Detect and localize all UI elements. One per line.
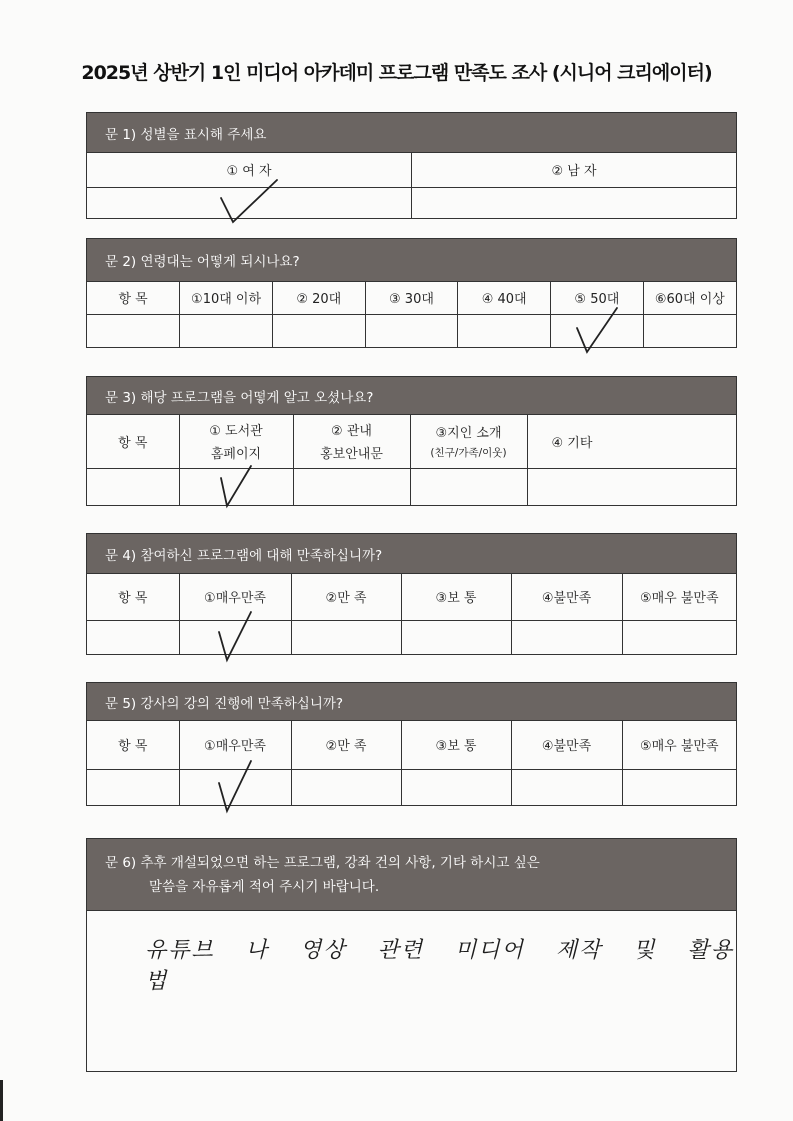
q3-answer-3[interactable] <box>410 468 527 505</box>
question-3-header: 문 3) 해당 프로그램을 어떻게 알고 오셨나요? <box>87 377 736 415</box>
q4-option-3: ③보 통 <box>401 574 511 620</box>
q2-option-5: ⑤ 50대 <box>551 282 644 314</box>
q3-answer-4[interactable] <box>527 468 736 505</box>
q2-answer-2[interactable] <box>272 314 365 347</box>
q5-option-2: ②만 족 <box>291 721 401 769</box>
q2-answer-label <box>87 314 180 347</box>
q2-answer-6[interactable] <box>643 314 736 347</box>
checkmark-icon <box>219 178 279 228</box>
question-4-header: 문 4) 참여하신 프로그램에 대해 만족하십니까? <box>87 534 736 574</box>
q5-answer-5[interactable] <box>622 769 736 805</box>
q5-answer-label <box>87 769 179 805</box>
q2-answer-4[interactable] <box>458 314 551 347</box>
question-5-header: 문 5) 강사의 강의 진행에 만족하십니까? <box>87 683 736 721</box>
q4-answer-1[interactable] <box>179 620 291 654</box>
question-1-header: 문 1) 성별을 표시해 주세요 <box>87 113 736 153</box>
q4-answer-label <box>87 620 179 654</box>
q6-answer-area[interactable] <box>87 911 736 1071</box>
q4-option-4: ④불만족 <box>511 574 622 620</box>
q1-option-male: ② 남 자 <box>412 153 737 187</box>
question-2-table <box>87 282 736 347</box>
q6-handwritten-answer: 유튜브 나 영상 관련 미디어 제작 및 활용법 <box>145 938 734 994</box>
q5-option-5: ⑤매우 불만족 <box>622 721 736 769</box>
q4-answer-4[interactable] <box>511 620 622 654</box>
q2-option-4: ④ 40대 <box>458 282 551 314</box>
q3-option-1: ① 도서관 홈페이지 <box>179 415 293 468</box>
checkmark-icon <box>217 610 253 664</box>
q5-row-label: 항 목 <box>118 739 148 755</box>
q2-answer-5[interactable] <box>551 314 644 347</box>
q4-option-1: ①매우만족 <box>179 574 291 620</box>
question-3-table <box>87 415 736 505</box>
q2-answer-3[interactable] <box>365 314 458 347</box>
question-5 <box>86 682 737 806</box>
survey-title: 2025년 상반기 1인 미디어 아카데미 프로그램 만족도 조사 (시니어 크리에이터) <box>81 62 712 84</box>
q4-answer-3[interactable] <box>401 620 511 654</box>
q5-answer-3[interactable] <box>401 769 511 805</box>
checkmark-icon <box>219 464 253 510</box>
q4-answer-2[interactable] <box>291 620 401 654</box>
question-2-header: 문 2) 연령대는 어떻게 되시나요? <box>87 239 736 282</box>
q2-option-3: ③ 30대 <box>365 282 458 314</box>
q1-answer-male[interactable] <box>412 187 737 218</box>
q3-option-4: ④ 기타 <box>527 415 736 468</box>
checkmark-icon <box>217 759 253 815</box>
q3-option-2: ② 관내 홍보안내문 <box>293 415 410 468</box>
question-3 <box>86 376 737 506</box>
q2-answer-1[interactable] <box>180 314 273 347</box>
q3-answer-1[interactable] <box>179 468 293 505</box>
question-5-table <box>87 721 736 805</box>
question-4 <box>86 533 737 655</box>
page-edge-mark <box>0 1080 3 1121</box>
q4-row-label: 항 목 <box>118 591 148 607</box>
q2-option-6: ⑥60대 이상 <box>643 282 736 314</box>
q6-question-line2: 말씀을 자유롭게 적어 주시기 바랍니다. <box>149 878 380 895</box>
q4-option-2: ②만 족 <box>291 574 401 620</box>
checkmark-icon <box>575 306 619 356</box>
q4-answer-5[interactable] <box>622 620 736 654</box>
q5-option-4: ④불만족 <box>511 721 622 769</box>
question-2 <box>86 238 737 348</box>
q2-row-label: 항 목 <box>118 292 148 308</box>
q6-question-line1: 문 6) 추후 개설되었으면 하는 프로그램, 강좌 건의 사항, 기타 하시고 싶은 <box>105 854 540 871</box>
q3-option-3: ③지인 소개 (친구/가족/이웃) <box>410 415 527 468</box>
q5-answer-4[interactable] <box>511 769 622 805</box>
q3-answer-label <box>87 468 179 505</box>
q4-option-5: ⑤매우 불만족 <box>622 574 736 620</box>
question-6 <box>86 838 737 1072</box>
q1-option-female: ① 여 자 <box>226 164 272 180</box>
q5-answer-2[interactable] <box>291 769 401 805</box>
q5-option-3: ③보 통 <box>401 721 511 769</box>
question-1 <box>86 112 737 219</box>
q1-answer-female[interactable] <box>87 187 412 218</box>
q5-option-1: ①매우만족 <box>179 721 291 769</box>
question-6-header <box>87 839 736 911</box>
q3-row-label: 항 목 <box>118 435 148 451</box>
q2-option-2: ② 20대 <box>272 282 365 314</box>
question-4-table <box>87 574 736 654</box>
q3-answer-2[interactable] <box>293 468 410 505</box>
q2-option-1: ①10대 이하 <box>180 282 273 314</box>
question-1-table <box>87 153 736 218</box>
q5-answer-1[interactable] <box>179 769 291 805</box>
